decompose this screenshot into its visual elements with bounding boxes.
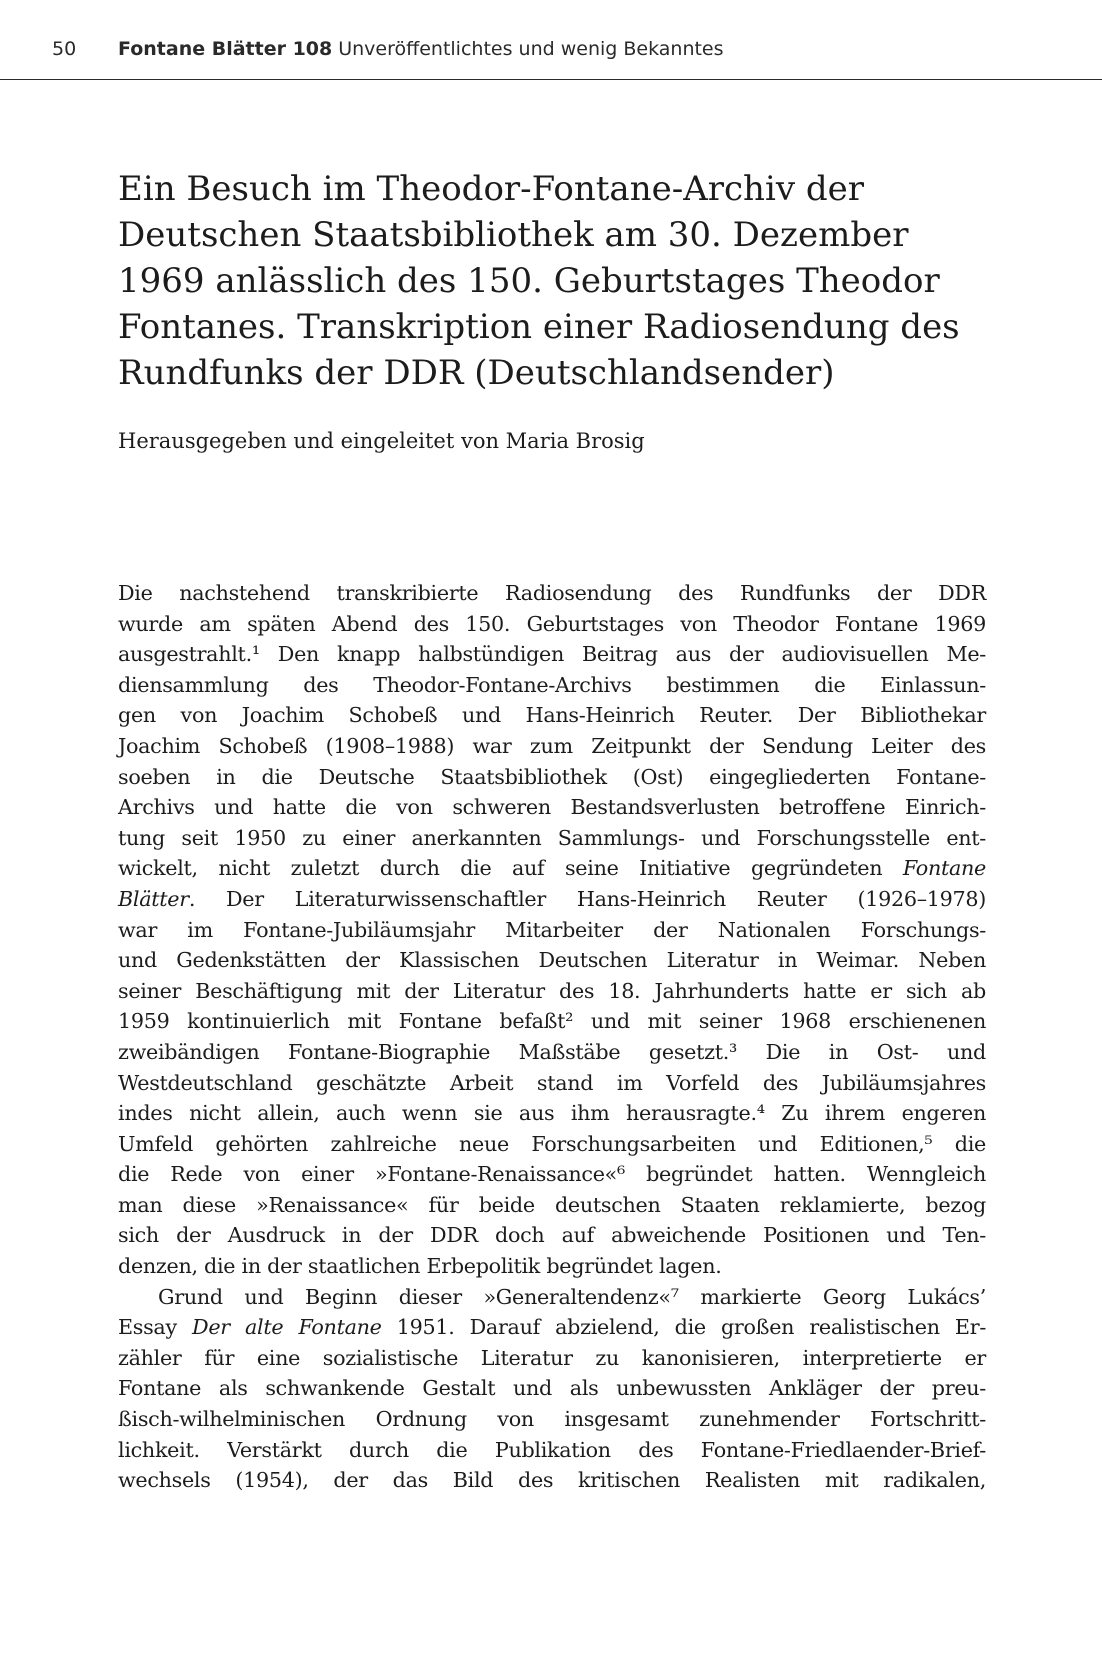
- body-line: Umfeld gehörten zahlreiche neue Forschungsarbeiten und Editionen,⁵ die: [118, 1131, 986, 1156]
- body-line: gen von Joachim Schobeß und Hans-Heinrich Reuter. Der Bibliothekar: [118, 703, 986, 728]
- journal-title: [118, 38, 724, 60]
- section-title: Unveröffentlichtes und wenig Bekanntes: [338, 38, 724, 60]
- body-line: Joachim Schobeß (1908–1988) war zum Zeitpunkt der Sendung Leiter des: [118, 733, 986, 758]
- body-line: Westdeutschland geschätzte Arbeit stand im Vorfeld des Jubiläumsjahres: [118, 1070, 986, 1095]
- body-line: 1959 kontinuierlich mit Fontane befaßt² und mit seiner 1968 erschienenen: [118, 1009, 986, 1034]
- body-line: [118, 884, 986, 915]
- article-title: [118, 166, 1018, 396]
- body-line: zähler für eine sozialistische Literatur zu kanonisieren, interpretierte er: [118, 1345, 986, 1370]
- body-line: [118, 853, 986, 884]
- body-line: soeben in die Deutsche Staatsbibliothek (Ost) eingegliederten Fontane-: [118, 764, 986, 789]
- running-header: [0, 0, 1102, 80]
- body-line: war im Fontane-Jubiläumsjahr Mitarbeiter der Nationalen Forschungs-: [118, 917, 986, 942]
- body-line: sich der Ausdruck in der DDR doch auf abweichende Positionen und Ten-: [118, 1223, 986, 1248]
- body-line: seiner Beschäftigung mit der Literatur des 18. Jahrhunderts hatte er sich ab: [118, 978, 986, 1003]
- body-line: ßisch-wilhelminischen Ordnung von insgesamt zunehmender Fortschritt-: [118, 1407, 986, 1432]
- body-line: Fontane als schwankende Gestalt und als unbewussten Ankläger der preu-: [118, 1376, 986, 1401]
- body-fragment: . Der Literaturwissenschaftler Hans-Heinrich Reuter (1926–1978): [188, 886, 986, 911]
- page-number: 50: [52, 38, 77, 60]
- body-line: wurde am späten Abend des 150. Geburtstages von Theodor Fontane 1969: [118, 611, 986, 636]
- body-line: lichkeit. Verstärkt durch die Publikation des Fontane-Friedlaender-Brief-: [118, 1437, 986, 1462]
- editor-credit: Herausgegeben und eingeleitet von Maria Brosig: [118, 429, 645, 453]
- body-line: Die nachstehend transkribierte Radiosendung des Rundfunks der DDR: [118, 581, 986, 605]
- body-line: diensammlung des Theodor-Fontane-Archivs bestimmen die Einlassun-: [118, 672, 986, 697]
- body-line: ausgestrahlt.¹ Den knapp halbstündigen Beitrag aus der audiovisuellen Me-: [118, 642, 986, 667]
- body-line: indes nicht allein, auch wenn sie aus ihm herausragte.⁴ Zu ihrem engeren: [118, 1101, 986, 1126]
- italic-title: Der alte Fontane: [192, 1315, 382, 1340]
- body-fragment: 1951. Darauf abzielend, die großen realistischen Er-: [396, 1315, 987, 1340]
- body-line: zweibändigen Fontane-Biographie Maßstäbe gesetzt.³ Die in Ost- und: [118, 1039, 986, 1064]
- title-line: Deutschen Staatsbibliothek am 30. Dezember: [118, 215, 909, 255]
- body-line: tung seit 1950 zu einer anerkannten Sammlungs- und Forschungsstelle ent-: [118, 825, 986, 850]
- title-line: Rundfunks der DDR (Deutschlandsender): [118, 353, 835, 393]
- body-line: wechsels (1954), der das Bild des kritischen Realisten mit radikalen,: [118, 1468, 986, 1493]
- italic-title: Fontane: [902, 856, 986, 881]
- body-line: man diese »Renaissance« für beide deutschen Staaten reklamierte, bezog: [118, 1192, 986, 1217]
- body-line: und Gedenkstätten der Klassischen Deutschen Literatur in Weimar. Neben: [118, 948, 986, 973]
- body-line: die Rede von einer »Fontane-Renaissance«⁶ begründet hatten. Wenngleich: [118, 1162, 986, 1187]
- body-fragment: Essay: [118, 1315, 177, 1340]
- title-line: Ein Besuch im Theodor-Fontane-Archiv der: [118, 169, 864, 209]
- body-line: Grund und Beginn dieser »Generaltendenz«⁷ markierte Georg Lukács’: [158, 1284, 986, 1309]
- journal-name: Fontane Blätter 108: [118, 38, 333, 60]
- title-line: Fontanes. Transkription einer Radiosendung des: [118, 307, 960, 347]
- body-line: [118, 1312, 986, 1343]
- body-line: denzen, die in der staatlichen Erbepolitik begründet lagen.: [118, 1254, 722, 1279]
- body-line: Archivs und hatte die von schweren Bestandsverlusten betroffene Einrich-: [118, 795, 986, 820]
- article-body: [118, 578, 986, 1496]
- italic-title: Blätter: [118, 886, 189, 911]
- body-fragment: wickelt, nicht zuletzt durch die auf seine Initiative gegründeten: [118, 856, 883, 881]
- title-line: 1969 anlässlich des 150. Geburtstages Theodor: [118, 261, 940, 301]
